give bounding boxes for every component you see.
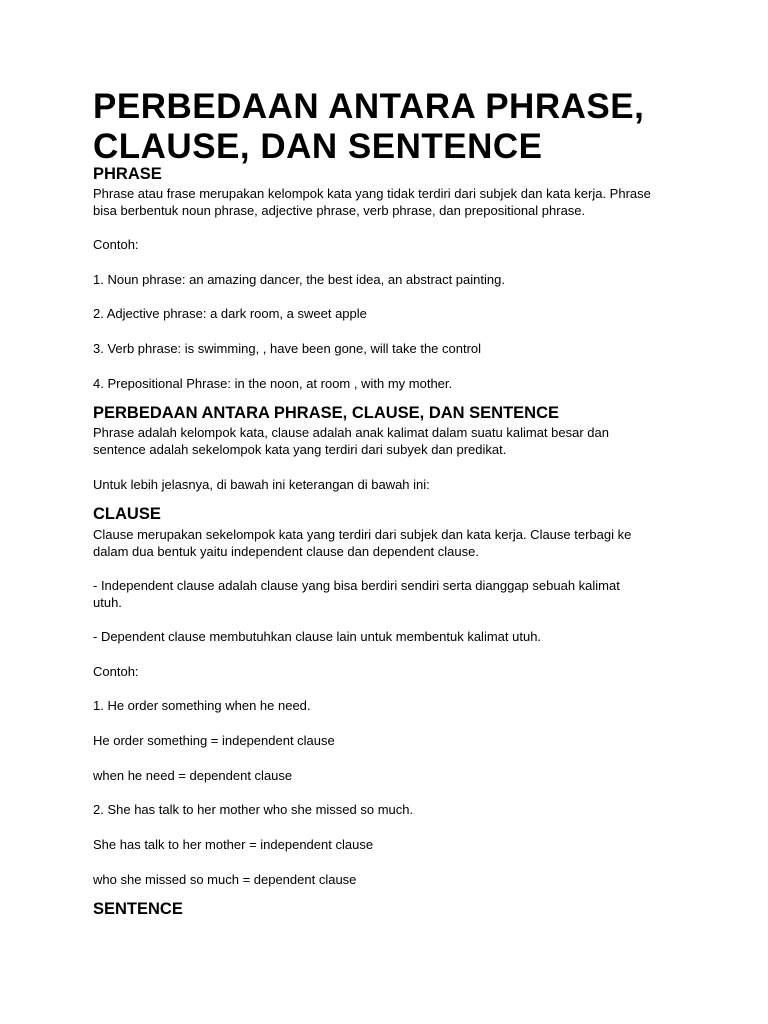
difference-paragraph-line-1: Phrase adalah kelompok kata, clause adalah anak kalimat dalam suatu kalimat besar dan — [93, 425, 609, 440]
clause-example-1-independent: He order something = independent clause — [93, 733, 335, 748]
clause-heading: CLAUSE — [93, 505, 161, 523]
difference-heading: PERBEDAAN ANTARA PHRASE, CLAUSE, DAN SENTENCE — [93, 404, 560, 422]
clause-paragraph-line-1: Clause merupakan sekelompok kata yang terdiri dari subjek dan kata kerja. Clause terbagi ke — [93, 527, 632, 542]
phrase-paragraph-line-2: bisa berbentuk noun phrase, adjective phrase, verb phrase, dan prepositional phrase. — [93, 203, 586, 218]
phrase-example-3: 3. Verb phrase: is swimming, , have been gone, will take the control — [93, 341, 482, 356]
phrase-heading: PHRASE — [93, 165, 162, 183]
clause-example-1: 1. He order something when he need. — [93, 698, 311, 713]
independent-clause-line-1: - Independent clause adalah clause yang bisa berdiri sendiri serta dianggap sebuah kalimat — [93, 578, 620, 593]
document-title — [93, 87, 644, 167]
clause-example-2: 2. She has talk to her mother who she missed so much. — [93, 802, 414, 817]
clause-example-2-dependent: who she missed so much = dependent clause — [93, 872, 357, 887]
clause-paragraph-line-2: dalam dua bentuk yaitu independent clause dan dependent clause. — [93, 544, 479, 559]
clause-example-2-independent: She has talk to her mother = independent clause — [93, 837, 374, 852]
phrase-example-1: 1. Noun phrase: an amazing dancer, the best idea, an abstract painting. — [93, 272, 505, 287]
difference-followup: Untuk lebih jelasnya, di bawah ini keterangan di bawah ini: — [93, 477, 430, 492]
title-line-2: CLAUSE, DAN SENTENCE — [93, 127, 543, 166]
sentence-heading: SENTENCE — [93, 900, 183, 918]
clause-example-1-dependent: when he need = dependent clause — [93, 768, 293, 783]
dependent-clause-text: - Dependent clause membutuhkan clause lain untuk membentuk kalimat utuh. — [93, 629, 542, 644]
title-line-1: PERBEDAAN ANTARA PHRASE, — [93, 87, 645, 126]
phrase-contoh-label: Contoh: — [93, 237, 139, 252]
independent-clause-line-2: utuh. — [93, 595, 122, 610]
difference-paragraph-line-2: sentence adalah sekelompok kata yang terdiri dari subyek dan predikat. — [93, 442, 507, 457]
phrase-example-4: 4. Prepositional Phrase: in the noon, at room , with my mother. — [93, 376, 453, 391]
phrase-paragraph-line-1: Phrase atau frase merupakan kelompok kata yang tidak terdiri dari subjek dan kata kerja. Phrase — [93, 186, 651, 201]
clause-contoh-label: Contoh: — [93, 664, 139, 679]
phrase-example-2: 2. Adjective phrase: a dark room, a sweet apple — [93, 306, 367, 321]
